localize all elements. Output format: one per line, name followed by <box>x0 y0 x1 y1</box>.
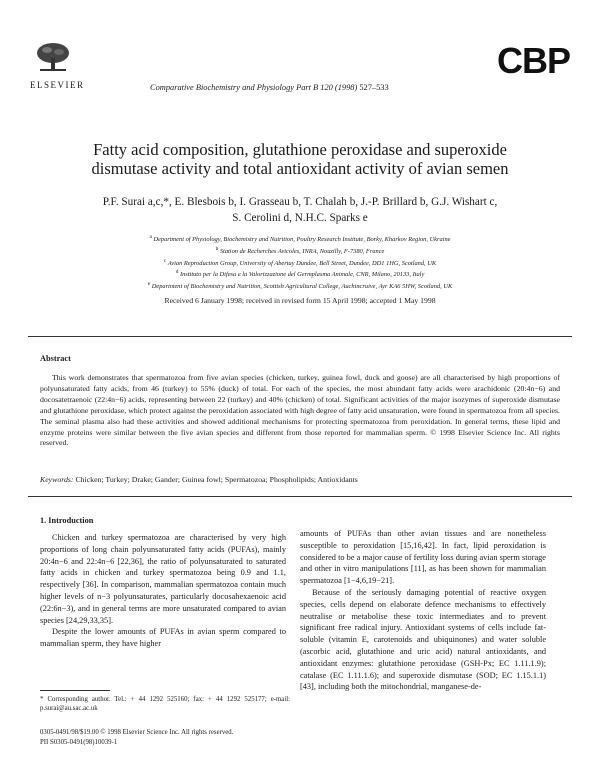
journal-logo: CBP <box>496 40 570 81</box>
paragraph: Chicken and turkey spermatozoa are characterised by very high proportions of long chain polyunsaturated fatty acids (PUFAs), mainly 20:4n−6 and 22:4n−6 [22,36], the ratio of polyunsaturated to saturated fatty acids in chicken and turkey spermatozoa being 0.9 and 1.1, respectively [36]. In comparison, mammalian spermatozoa contain much higher levels of n−3 polyunsaturates, particularly docosahexaenoic acid (22:6n−3), and in general terms are more unsaturated compared to avian species [24,29,33,35]. <box>40 533 286 625</box>
body-column-right <box>300 528 546 693</box>
divider <box>28 336 572 337</box>
section-heading-introduction: 1. Introduction <box>40 516 94 525</box>
affiliation-item: $^c$ Avian Reproduction Group, University of Abertay Dundee, Bell Street, Dundee, DD1 1HG, Scotland, UK <box>163 257 437 267</box>
affiliation-item: $^d$ Instituto per la Difesa e la Valorizzazione del Germplasma Animale, CNR, Milano, 20133, Italy <box>175 269 425 279</box>
received-dates: Received 6 January 1998; received in revised form 15 April 1998; accepted 1 May 1998 <box>164 296 436 305</box>
corresponding-author-footnote: * Corresponding author. Tel.: + 44 1292 525160; fax: + 44 1292 525177; e-mail: p.surai@au.sac.ac.uk <box>40 696 290 713</box>
author-list: P.F. Surai a,c,*, E. Blesbois b, I. Grasseau b, T. Chalah b, J.-P. Brillard b, G.J. Wishart c, S. Cerolini d, N.H.C. Sparks e <box>102 196 498 224</box>
affiliations <box>40 233 560 292</box>
affiliation-item: $^b$ Station de Recherches Avicoles, INRA, Nouzilly, F-7380, France <box>215 245 385 255</box>
keywords: Keywords: Chicken; Turkey; Drake; Gander; Guinea fowl; Spermatozoa; Phospholipids; Antioxidants <box>40 475 358 484</box>
abstract-heading: Abstract <box>40 354 71 363</box>
issn-line: 0305-0491/98/$19.00 © 1998 Elsevier Science Inc. All rights reserved. <box>40 729 234 736</box>
publisher-name: ELSEVIER <box>30 80 85 90</box>
journal-citation: Comparative Biochemistry and Physiology Part B 120 (1998) 527–533 <box>150 83 389 92</box>
divider <box>28 496 572 497</box>
elsevier-tree-logo <box>34 42 72 74</box>
body-column-left <box>40 532 286 650</box>
paragraph: amounts of PUFAs than other avian tissues and are nonetheless susceptible to peroxidation [15,16,42]. In fact, lipid peroxidation is considered to be a major cause of fertility loss during avian sperm storage and other in vitro manipulations [11], as has been shown for mammalian spermatozoa [1−4,6,19−21]. <box>300 529 546 586</box>
affiliation-item: $^e$ Department of Biochemistry and Nutrition, Scottish Agricultural College, Auchincruive, Ayr KA6 5HW, Scotland, UK <box>147 281 453 291</box>
article-title: Fatty acid composition, glutathione peroxidase and superoxide dismutase activity and total antioxidant activity of avian semen <box>91 140 509 178</box>
footnote-divider <box>40 690 110 691</box>
pii-line: PII S0305-0491(98)10039-1 <box>40 738 118 746</box>
affiliation-item: $^a$ Department of Physiology, Biochemistry and Nutrition, Poultry Research Institute, Borky, Kharkov Region, Ukraine <box>149 234 451 244</box>
abstract-text: This work demonstrates that spermatozoa from five avian species (chicken, turkey, guinea fowl, duck and goose) are all characterised by high proportions of polyunsaturated fatty acids, from 46 (turkey) to 55% (duck) of total. For each of the species, the most abundant fatty acids were arachidonic (20:4n−6) and docosatetraenoic (22:4n−6) acids, representing between 22 (turkey) and 40% (chicken) of total. Significant activities of the major isozymes of superoxide dismutase and glutathione peroxidase, which protect against the peroxidation associated with high degree of fatty acid unsaturation, were found in spermatozoa from all species. The seminal plasma also had these activities and showed additional mechanisms for protecting spermatozoa from peroxidation. In general terms, these lipid and enzyme proteins were similar between the five avian species and different from those reported for mammalian sperm. © 1998 Elsevier Science Inc. All rights reserved. <box>40 373 560 448</box>
copyright-block <box>40 728 340 747</box>
paragraph: Because of the seriously damaging potential of reactive oxygen species, cells depend on elaborate defence mechanisms to effectively neutralise or metabolise these toxic intermediates and to prevent significant free radical injury. Antioxidant systems of cells include fat-soluble (vitamin E, carotenoids and ubiquinones) and water soluble (ascorbic acid, glutathione and uric acid) natural antioxidants, and antioxidant enzymes: glutathione peroxidase (GSH-Px; EC 1.11.1.9); catalase (EC 1.11.1.6); and superoxide dismutase (SOD; EC 1.15.1.1) [43], including both the mitochondrial, manganese-de- <box>300 587 546 692</box>
paragraph: Despite the lower amounts of PUFAs in avian sperm compared to mammalian sperm, they have higher <box>40 627 286 649</box>
